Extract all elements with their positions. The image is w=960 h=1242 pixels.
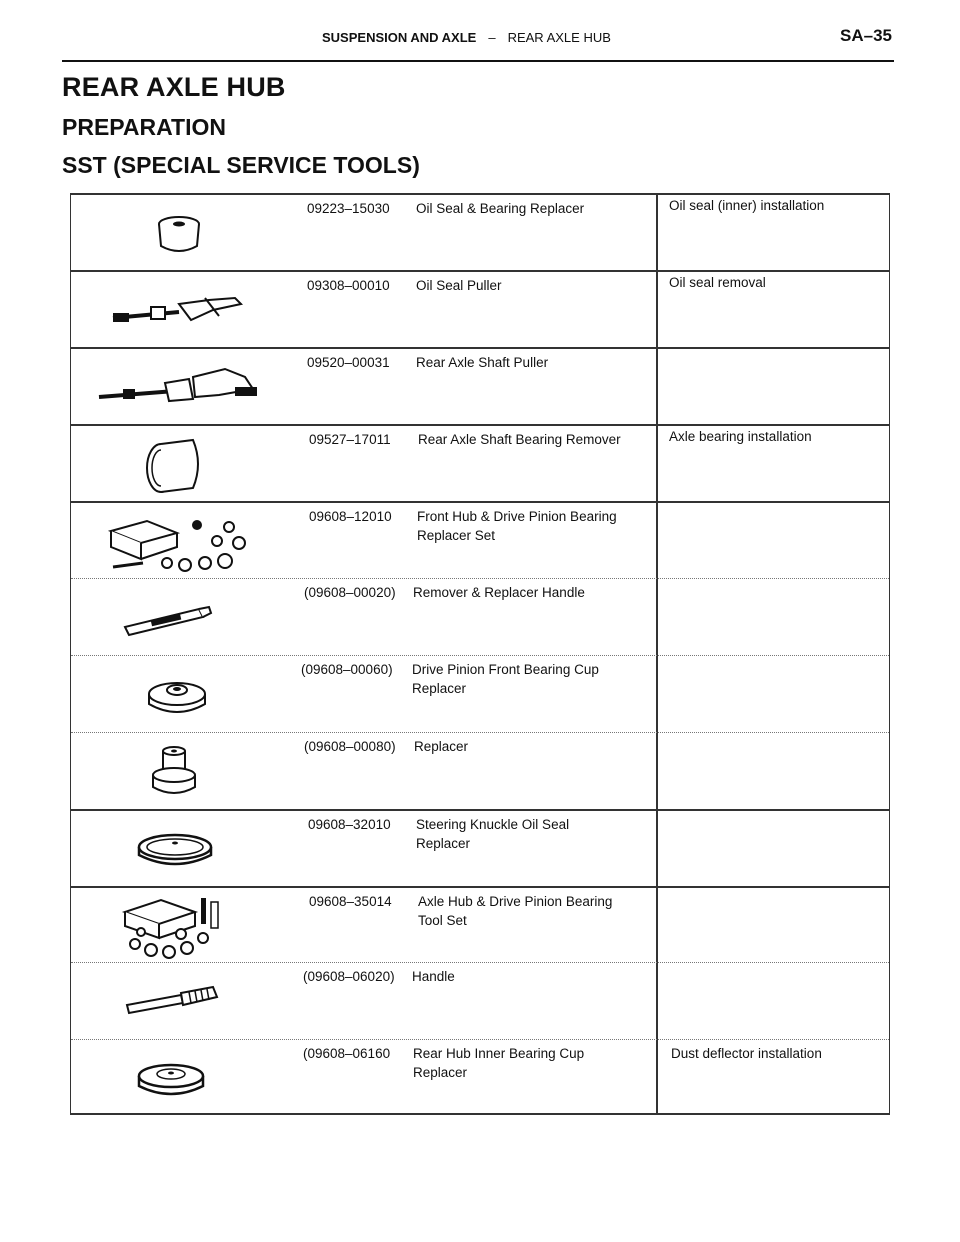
tool-name-line: Oil Seal & Bearing Replacer xyxy=(416,201,585,216)
page-number: SA–35 xyxy=(840,26,892,45)
tool-row xyxy=(71,501,889,580)
tool-code: (09608–06020) xyxy=(303,969,395,984)
tool-code: (09608–00080) xyxy=(304,739,396,754)
tool-name-line: Drive Pinion Front Bearing Cup xyxy=(412,662,599,677)
tool-row xyxy=(71,655,889,733)
tool-name-line: Replacer xyxy=(412,681,467,696)
tool-row xyxy=(71,1039,889,1114)
tool-row xyxy=(71,270,889,349)
tool-name xyxy=(416,276,502,295)
tool-name-line: Remover & Replacer Handle xyxy=(413,585,585,600)
tool-row xyxy=(71,886,889,964)
tool-name xyxy=(417,507,617,545)
tool-name-line: Rear Axle Shaft Bearing Remover xyxy=(418,432,621,447)
replacer-illustration xyxy=(149,745,199,801)
tool-name xyxy=(416,815,569,853)
tool-row xyxy=(71,578,889,656)
tool-name-line: Tool Set xyxy=(418,913,467,928)
tool-name-line: Handle xyxy=(412,969,455,984)
tool-name-line: Axle Hub & Drive Pinion Bearing xyxy=(418,894,613,909)
tool-name-line: Rear Hub Inner Bearing Cup xyxy=(413,1046,585,1061)
tool-name-line: Oil Seal Puller xyxy=(416,278,502,293)
tool-row xyxy=(71,732,889,810)
tool-name-line: Replacer Set xyxy=(417,528,496,543)
tool-row xyxy=(71,347,889,426)
tool-code: 09608–32010 xyxy=(308,817,391,832)
tool-name-line: Replacer xyxy=(413,1065,468,1080)
tool-name-line: Replacer xyxy=(416,836,471,851)
oil-seal-bearing-replacer-illustration xyxy=(149,210,209,260)
page-title: REAR AXLE HUB xyxy=(62,72,286,102)
tool-name xyxy=(418,892,612,930)
tool-code: 09527–17011 xyxy=(309,432,391,447)
tool-name xyxy=(418,430,621,449)
drive-pinion-bearing-cup-replacer-illustration xyxy=(145,670,209,722)
tool-code: 09308–00010 xyxy=(307,278,390,293)
preparation-heading: PREPARATION xyxy=(62,114,226,140)
tool-code: 09520–00031 xyxy=(307,355,390,370)
axle-hub-bearing-tool-set-illustration xyxy=(121,892,241,962)
tool-name xyxy=(412,660,599,698)
tool-name xyxy=(416,353,548,372)
tool-code: (09608–00060) xyxy=(301,662,393,677)
tool-code: 09608–35014 xyxy=(309,894,392,909)
oil-seal-puller-illustration xyxy=(109,290,249,330)
tool-code: (09608–00020) xyxy=(304,585,396,600)
tool-row xyxy=(71,809,889,888)
rear-axle-shaft-bearing-remover-illustration xyxy=(141,434,211,496)
tool-row xyxy=(71,424,889,503)
header-separator: – xyxy=(488,30,496,45)
tool-name-line: Front Hub & Drive Pinion Bearing xyxy=(417,509,617,524)
page-header xyxy=(62,24,894,62)
tool-row xyxy=(71,962,889,1040)
header-section xyxy=(322,30,611,45)
tool-name-line: Rear Axle Shaft Puller xyxy=(416,355,549,370)
tool-code: (09608–06160 xyxy=(303,1046,391,1061)
tool-name xyxy=(413,1044,584,1082)
rear-axle-shaft-puller-illustration xyxy=(95,359,265,409)
tool-name-line: Steering Knuckle Oil Seal xyxy=(416,817,570,832)
remover-replacer-handle-illustration xyxy=(121,597,221,637)
header-subsection: REAR AXLE HUB xyxy=(507,30,611,45)
bearing-replacer-set-illustration xyxy=(107,511,267,573)
tool-use-note: Axle bearing installation xyxy=(669,429,812,444)
tool-code: 09223–15030 xyxy=(307,201,390,216)
tool-use-note: Dust deflector installation xyxy=(671,1046,822,1061)
tool-name xyxy=(414,737,468,756)
tool-name xyxy=(412,967,455,986)
tool-use-note: Oil seal (inner) installation xyxy=(669,198,825,213)
sst-heading: SST (SPECIAL SERVICE TOOLS) xyxy=(62,152,420,178)
rear-hub-inner-bearing-cup-replacer-illustration xyxy=(135,1054,207,1104)
sst-table xyxy=(70,193,890,1115)
handle-illustration xyxy=(121,977,221,1017)
tool-name xyxy=(413,583,585,602)
header-section-name: SUSPENSION AND AXLE xyxy=(322,30,477,45)
tool-code: 09608–12010 xyxy=(309,509,392,524)
tool-name-line: Replacer xyxy=(414,739,469,754)
tool-name xyxy=(416,199,584,218)
tool-row xyxy=(71,193,889,272)
steering-knuckle-oil-seal-replacer-illustration xyxy=(135,823,215,875)
tool-use-note: Oil seal removal xyxy=(669,275,766,290)
